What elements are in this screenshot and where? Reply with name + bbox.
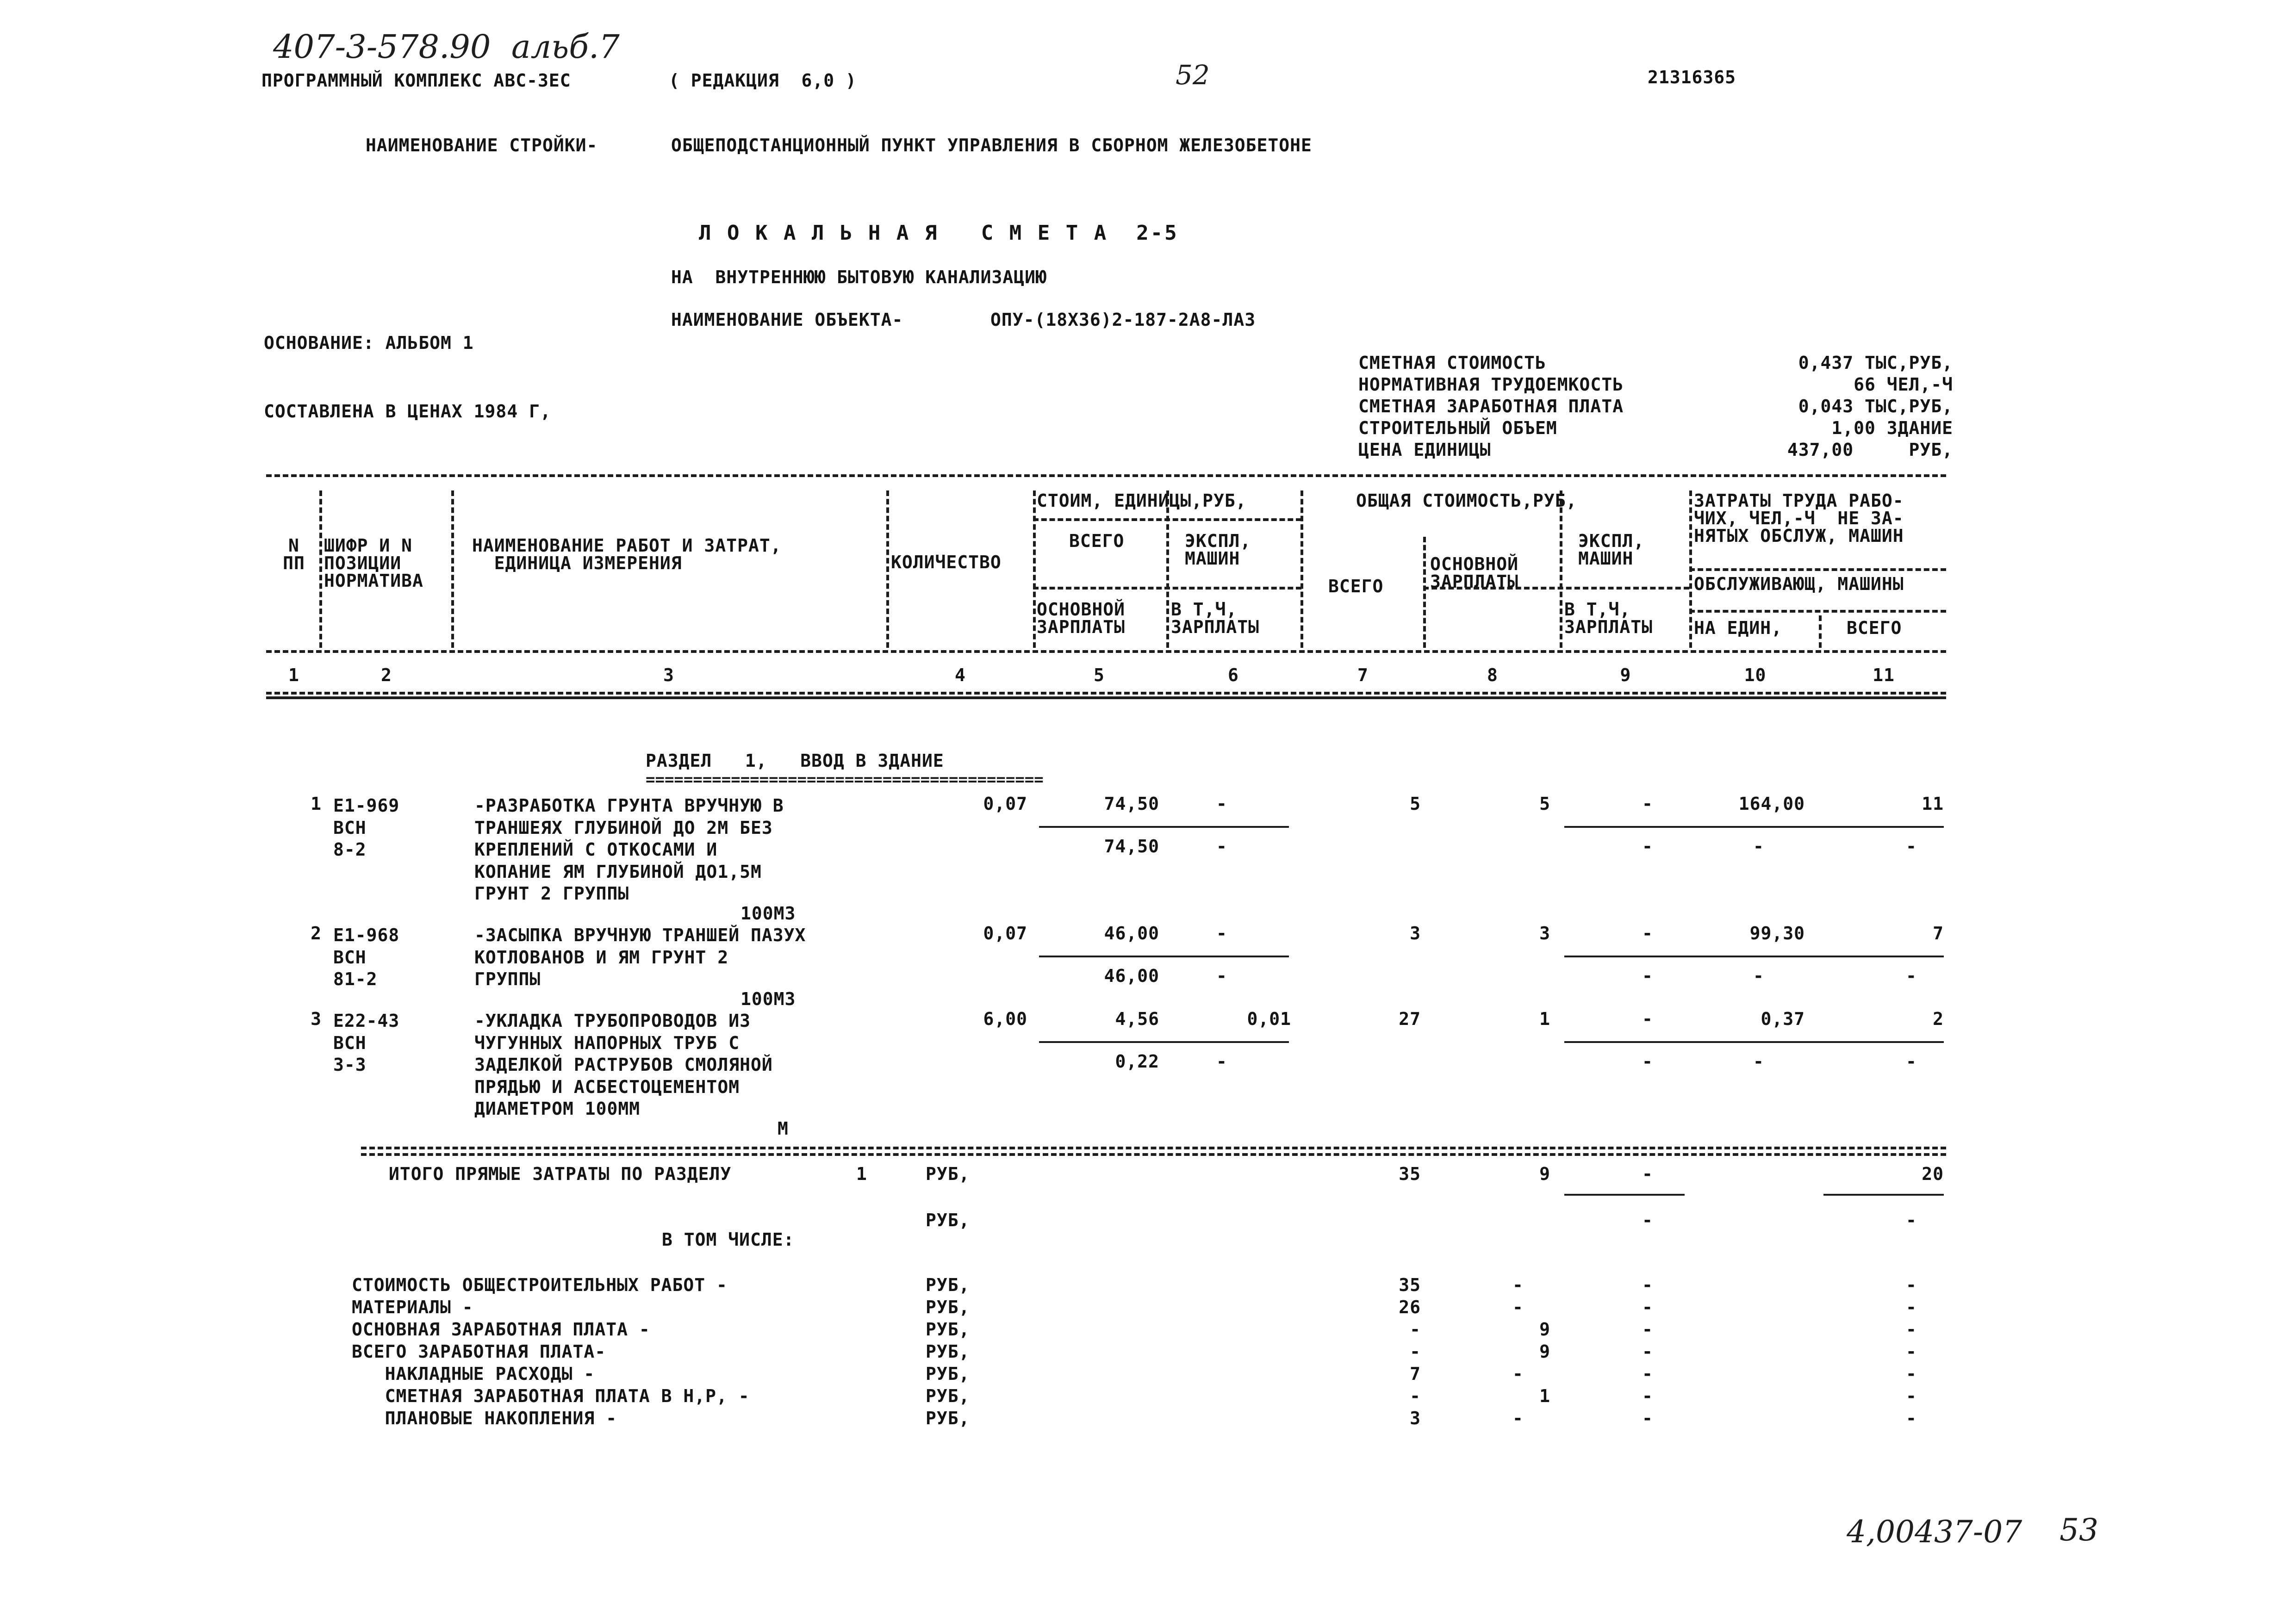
breakdown-labor: - <box>1906 1319 1917 1340</box>
totals-wage: 9 <box>1539 1164 1550 1184</box>
breakdown-labor: - <box>1906 1386 1917 1406</box>
row-qty: 0,07 <box>983 923 1027 943</box>
row-name: -УКЛАДКА ТРУБОПРОВОДОВ ИЗ ЧУГУННЫХ НАПОРНЫХ ТРУБ С ЗАДЕЛКОЙ РАСТРУБОВ СМОЛЯНОЙ ПРЯДЬЮ И АСБЕСТОЦЕМЕНТОМ ДИАМЕТРОМ 100ММ <box>474 1011 773 1119</box>
breakdown-mach: - <box>1642 1341 1653 1362</box>
handwritten-page-number: 52 <box>1176 59 1210 91</box>
including-label: В ТОМ ЧИСЛЕ: <box>662 1229 795 1250</box>
breakdown-labor: - <box>1906 1341 1917 1362</box>
col-separator <box>319 490 322 648</box>
breakdown-total: - <box>1410 1386 1421 1406</box>
row-qty: 0,07 <box>983 794 1027 814</box>
handwritten-bottom-code: 4,00437-07 <box>1847 1514 2022 1550</box>
summary-value: 1,00 ЗДАНИЕ <box>1831 418 1953 438</box>
row-total: 5 <box>1410 794 1421 814</box>
header-total-cost: ОБЩАЯ СТОИМОСТЬ,РУБ, <box>1356 490 1577 511</box>
summary-label: НОРМАТИВНАЯ ТРУДОЕМКОСТЬ <box>1358 374 1624 395</box>
summary-value: 66 ЧЕЛ,-Ч <box>1854 374 1953 395</box>
col-separator <box>1819 615 1822 648</box>
breakdown-label: МАТЕРИАЛЫ - <box>352 1297 473 1317</box>
prices-label: СОСТАВЛЕНА В ЦЕНАХ 1984 Г, <box>264 401 551 422</box>
col-number: 2 <box>381 665 392 685</box>
breakdown-wage: - <box>1512 1408 1524 1428</box>
totals-mach-2: - <box>1642 1210 1653 1230</box>
col-separator <box>886 490 889 648</box>
col-separator <box>451 490 454 648</box>
summary-value: 0,043 ТЫС,РУБ, <box>1798 396 1953 416</box>
table-top-rule <box>266 474 1946 479</box>
breakdown-labor: - <box>1906 1364 1917 1384</box>
breakdown-unit: РУБ, <box>926 1319 970 1340</box>
totals-top-rule <box>361 1147 1946 1152</box>
summary-value: 0,437 ТЫС,РУБ, <box>1798 353 1953 373</box>
summary-label: СМЕТНАЯ ЗАРАБОТНАЯ ПЛАТА <box>1358 396 1624 416</box>
breakdown-mach: - <box>1642 1319 1653 1340</box>
construction-label: НАИМЕНОВАНИЕ СТРОЙКИ- <box>366 135 598 155</box>
row-unit-incl: - <box>1216 836 1227 857</box>
row-labor-serv2: - <box>1906 836 1917 857</box>
row-total-mach: - <box>1642 923 1653 943</box>
breakdown-total: - <box>1410 1341 1421 1362</box>
row-labor-total: 7 <box>1933 923 1944 943</box>
row-labor-unit: 0,37 <box>1761 1009 1805 1029</box>
breakdown-labor: - <box>1906 1275 1917 1295</box>
row-unit-mach: - <box>1216 794 1227 814</box>
row-rule <box>1564 1041 1944 1043</box>
header-col-code: ШИФР И N ПОЗИЦИИ НОРМАТИВА <box>324 535 423 591</box>
totals-labor: 20 <box>1922 1164 1944 1184</box>
breakdown-wage: 9 <box>1539 1341 1550 1362</box>
breakdown-wage: 9 <box>1539 1319 1550 1340</box>
row-labor-total: 11 <box>1922 794 1944 814</box>
handwritten-doc-code: 407-3-578.90 альб.7 <box>273 28 620 66</box>
header-labor-total: ВСЕГО <box>1847 618 1902 638</box>
header-col-num: N ПП <box>283 535 305 573</box>
breakdown-labor: - <box>1906 1408 1917 1428</box>
row-rule <box>1039 1041 1289 1043</box>
row-total-wage: 1 <box>1539 1009 1550 1029</box>
totals-rule <box>1823 1194 1944 1196</box>
header-unit-mach: ЭКСПЛ, МАШИН <box>1185 531 1251 569</box>
header-total-wage: ОСНОВНОЙ ЗАРПЛАТЫ <box>1430 554 1519 592</box>
breakdown-label: ПЛАНОВЫЕ НАКОПЛЕНИЯ - <box>352 1408 617 1428</box>
breakdown-wage: - <box>1512 1297 1524 1317</box>
header-labor-serv: ОБСЛУЖИВАЮЩ, МАШИНЫ <box>1694 574 1904 594</box>
row-labor-unit: 164,00 <box>1738 794 1805 814</box>
header-labor-unit: НА ЕДИН, <box>1694 618 1783 638</box>
row-total: 3 <box>1410 923 1421 943</box>
col-number: 6 <box>1228 665 1239 685</box>
row-number: 3 <box>311 1009 322 1029</box>
row-total-incl: - <box>1642 966 1653 986</box>
totals-labor-2: - <box>1906 1210 1917 1230</box>
header-total-mach: ЭКСПЛ, МАШИН <box>1578 531 1645 569</box>
header-unit-total: ВСЕГО <box>1069 531 1125 551</box>
breakdown-total: 26 <box>1399 1297 1421 1317</box>
breakdown-unit: РУБ, <box>926 1297 970 1317</box>
breakdown-unit: РУБ, <box>926 1364 970 1384</box>
row-rule <box>1564 956 1944 957</box>
row-rule <box>1039 956 1289 957</box>
subheader-rule <box>1689 568 1946 573</box>
row-labor-unit: 99,30 <box>1749 923 1805 943</box>
row-total-mach: - <box>1642 794 1653 814</box>
section-underline: ========================================== <box>646 770 1044 789</box>
basis-label: ОСНОВАНИЕ: АЛЬБОМ 1 <box>264 333 474 353</box>
header-bottom-rule <box>266 650 1946 655</box>
row-unit-wage: 46,00 <box>1104 966 1159 986</box>
header-col-qty: КОЛИЧЕСТВО <box>891 552 1002 572</box>
totals-label: ИТОГО ПРЯМЫЕ ЗАТРАТЫ ПО РАЗДЕЛУ <box>389 1164 732 1184</box>
construction-value: ОБЩЕПОДСТАНЦИОННЫЙ ПУНКТ УПРАВЛЕНИЯ В СБОРНОМ ЖЕЛЕЗОБЕТОНЕ <box>671 135 1312 155</box>
row-unit-wage: 0,22 <box>1115 1051 1159 1072</box>
header-labor: ЗАТРАТЫ ТРУДА РАБО- ЧИХ, ЧЕЛ,-Ч НЕ ЗА- НЯТЫХ ОБСЛУЖ, МАШИН <box>1694 490 1904 546</box>
breakdown-label: СТОИМОСТЬ ОБЩЕСТРОИТЕЛЬНЫХ РАБОТ - <box>352 1275 728 1295</box>
breakdown-total: 35 <box>1399 1275 1421 1295</box>
totals-rule <box>1564 1194 1685 1196</box>
row-unit-incl: - <box>1216 1051 1227 1072</box>
row-code: Е1-968 ВСН 81-2 <box>333 925 400 989</box>
breakdown-unit: РУБ, <box>926 1386 970 1406</box>
col-number: 8 <box>1487 665 1498 685</box>
subheader-rule <box>1033 587 1301 592</box>
row-total-incl: - <box>1642 836 1653 857</box>
breakdown-total: 7 <box>1410 1364 1421 1384</box>
estimate-title: Л О К А Л Ь Н А Я С М Е Т А 2-5 <box>699 221 1179 245</box>
row-unit-total: 4,56 <box>1115 1009 1159 1029</box>
breakdown-wage: 1 <box>1539 1386 1550 1406</box>
breakdown-mach: - <box>1642 1275 1653 1295</box>
col-number: 4 <box>955 665 966 685</box>
header-total-all: ВСЕГО <box>1328 576 1384 596</box>
row-total: 27 <box>1399 1009 1421 1029</box>
col-separator <box>1166 490 1169 648</box>
breakdown-mach: - <box>1642 1386 1653 1406</box>
summary-label: ЦЕНА ЕДИНИЦЫ <box>1358 440 1491 460</box>
row-unit-wage: 74,50 <box>1104 836 1159 857</box>
row-rule <box>1039 826 1289 828</box>
document-number: 21316365 <box>1648 67 1736 87</box>
col-numbers-rule-2 <box>266 696 1946 699</box>
col-number: 11 <box>1873 665 1895 685</box>
totals-unit: РУБ, <box>926 1164 970 1184</box>
row-labor-serv2: - <box>1906 966 1917 986</box>
col-number: 1 <box>288 665 299 685</box>
breakdown-wage: - <box>1512 1275 1524 1295</box>
breakdown-total: 3 <box>1410 1408 1421 1428</box>
row-name: -ЗАСЫПКА ВРУЧНУЮ ТРАНШЕЙ ПАЗУХ КОТЛОВАНОВ И ЯМ ГРУНТ 2 ГРУППЫ <box>474 925 806 989</box>
totals-mach: - <box>1642 1164 1653 1184</box>
col-number: 5 <box>1094 665 1105 685</box>
col-number: 7 <box>1357 665 1369 685</box>
row-unit-incl: - <box>1216 966 1227 986</box>
totals-section-number: 1 <box>856 1164 867 1184</box>
col-separator <box>1033 490 1036 648</box>
row-number: 2 <box>311 923 322 943</box>
header-unit-wage: ОСНОВНОЙ ЗАРПЛАТЫ <box>1037 599 1126 637</box>
breakdown-label: СМЕТНАЯ ЗАРАБОТНАЯ ПЛАТА В Н,Р, - <box>352 1386 750 1406</box>
row-total-wage: 5 <box>1539 794 1550 814</box>
row-qty: 6,00 <box>983 1009 1027 1029</box>
breakdown-labor: - <box>1906 1297 1917 1317</box>
row-unit: 100М3 <box>740 989 796 1009</box>
breakdown-mach: - <box>1642 1408 1653 1428</box>
row-labor-serv: - <box>1753 966 1764 986</box>
col-number: 10 <box>1744 665 1767 685</box>
row-labor-serv2: - <box>1906 1051 1917 1072</box>
object-label: НАИМЕНОВАНИЕ ОБЪЕКТА- <box>671 310 903 330</box>
breakdown-label: ОСНОВНАЯ ЗАРАБОТНАЯ ПЛАТА - <box>352 1319 650 1340</box>
breakdown-mach: - <box>1642 1364 1653 1384</box>
col-separator <box>1560 490 1562 648</box>
subheader-rule <box>1033 518 1301 523</box>
breakdown-label: НАКЛАДНЫЕ РАСХОДЫ - <box>352 1364 595 1384</box>
breakdown-unit: РУБ, <box>926 1408 970 1428</box>
row-unit: М <box>778 1118 789 1139</box>
section-title: РАЗДЕЛ 1, ВВОД В ЗДАНИЕ <box>646 751 944 771</box>
col-separator <box>1423 537 1426 648</box>
row-labor-total: 2 <box>1933 1009 1944 1029</box>
row-unit-mach: 0,01 <box>1247 1009 1291 1029</box>
row-unit-total: 74,50 <box>1104 794 1159 814</box>
row-labor-serv: - <box>1753 1051 1764 1072</box>
breakdown-label: ВСЕГО ЗАРАБОТНАЯ ПЛАТА- <box>352 1341 606 1362</box>
object-value: ОПУ-(18Х36)2-187-2А8-ЛА3 <box>990 310 1256 330</box>
row-name: -РАЗРАБОТКА ГРУНТА ВРУЧНУЮ В ТРАНШЕЯХ ГЛУБИНОЙ ДО 2М БЕЗ КРЕПЛЕНИЙ С ОТКОСАМИ И КОПАНИЕ ЯМ ГЛУБИНОЙ ДО1,5М ГРУНТ 2 ГРУППЫ <box>474 795 784 904</box>
totals-top-rule-2 <box>361 1153 1946 1158</box>
row-code: Е1-969 ВСН 8-2 <box>333 795 400 860</box>
breakdown-unit: РУБ, <box>926 1275 970 1295</box>
estimate-subtitle: НА ВНУТРЕННЮЮ БЫТОВУЮ КАНАЛИЗАЦИЮ <box>671 267 1047 287</box>
row-unit-mach: - <box>1216 923 1227 943</box>
program-name: ПРОГРАММНЫЙ КОМПЛЕКС АВС-3ЕС <box>261 70 571 91</box>
row-rule <box>1564 826 1944 828</box>
summary-label: СМЕТНАЯ СТОИМОСТЬ <box>1358 353 1546 373</box>
totals-total: 35 <box>1399 1164 1421 1184</box>
subheader-rule <box>1689 610 1946 615</box>
header-unit-cost: СТОИМ, ЕДИНИЦЫ,РУБ, <box>1037 490 1247 511</box>
header-total-incl: В Т,Ч, ЗАРПЛАТЫ <box>1564 599 1653 637</box>
row-code: Е22-43 ВСН 3-3 <box>333 1011 400 1075</box>
col-number: 9 <box>1620 665 1631 685</box>
row-unit: 100М3 <box>740 903 796 924</box>
row-number: 1 <box>311 794 322 814</box>
breakdown-mach: - <box>1642 1297 1653 1317</box>
row-unit-total: 46,00 <box>1104 923 1159 943</box>
handwritten-bottom-page: 53 <box>2060 1512 2098 1548</box>
header-unit-incl: В Т,Ч, ЗАРПЛАТЫ <box>1171 599 1260 637</box>
summary-value: 437,00 РУБ, <box>1787 440 1953 460</box>
row-total-incl: - <box>1642 1051 1653 1072</box>
header-col-name: НАИМЕНОВАНИЕ РАБОТ И ЗАТРАТ, ЕДИНИЦА ИЗМЕРЕНИЯ <box>472 535 782 573</box>
breakdown-unit: РУБ, <box>926 1341 970 1362</box>
row-total-mach: - <box>1642 1009 1653 1029</box>
totals-unit-2: РУБ, <box>926 1210 970 1230</box>
row-total-wage: 3 <box>1539 923 1550 943</box>
col-separator <box>1300 490 1303 648</box>
row-labor-serv: - <box>1753 836 1764 857</box>
summary-label: СТРОИТЕЛЬНЫЙ ОБЪЕМ <box>1358 418 1557 438</box>
edition-label: ( РЕДАКЦИЯ 6,0 ) <box>669 70 857 91</box>
col-number: 3 <box>663 665 674 685</box>
breakdown-total: - <box>1410 1319 1421 1340</box>
breakdown-wage: - <box>1512 1364 1524 1384</box>
